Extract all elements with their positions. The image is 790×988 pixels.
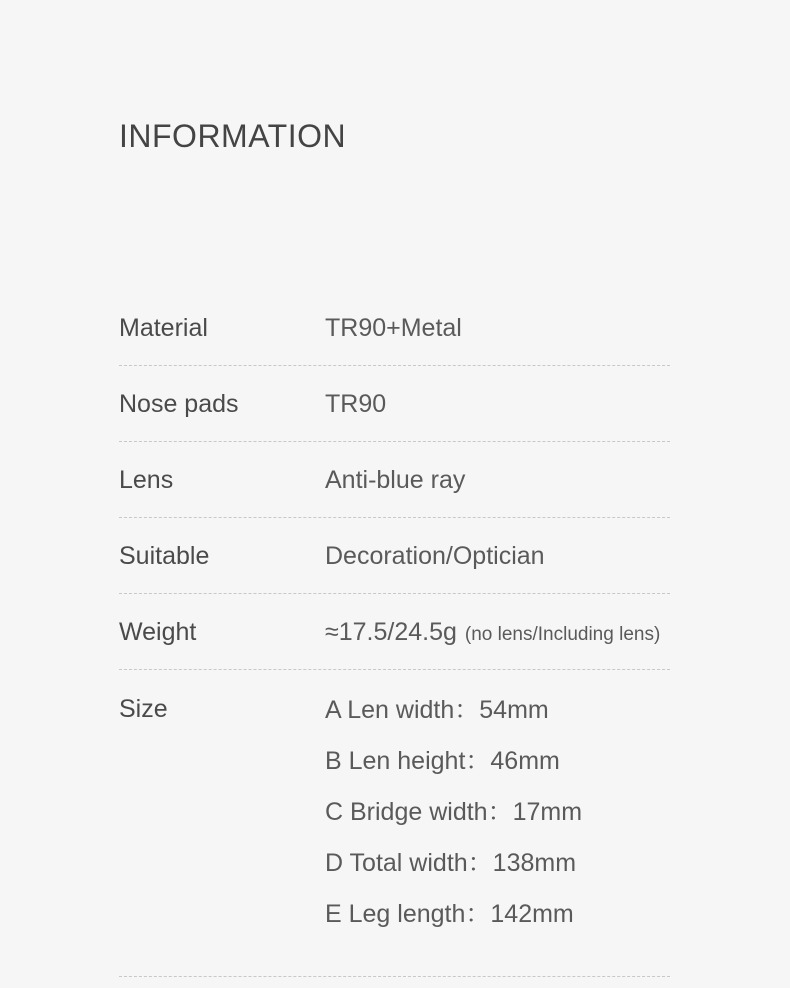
weight-value: ≈17.5/24.5g — [325, 618, 457, 646]
info-row-nose-pads — [119, 366, 670, 442]
row-value: Decoration/Optician — [325, 542, 545, 570]
info-table — [119, 290, 670, 977]
info-row-material — [119, 290, 670, 366]
row-label: Material — [119, 314, 208, 342]
row-label: Weight — [119, 618, 197, 646]
size-item: B Len height：46mm — [325, 747, 560, 775]
row-label: Size — [119, 695, 168, 723]
row-value: Anti-blue ray — [325, 466, 466, 494]
weight-note: (no lens/Including lens) — [464, 624, 661, 645]
size-item: E Leg length：142mm — [325, 900, 574, 928]
row-label: Suitable — [119, 542, 210, 570]
page-title: INFORMATION — [119, 118, 347, 154]
row-value — [325, 618, 660, 647]
size-item: C Bridge width：17mm — [325, 798, 583, 826]
row-label: Lens — [119, 466, 174, 494]
info-row-weight — [119, 594, 670, 670]
row-value: TR90 — [325, 390, 387, 418]
info-row-lens — [119, 442, 670, 518]
info-row-suitable — [119, 518, 670, 594]
size-list — [325, 695, 582, 950]
size-item: A Len width：54mm — [325, 696, 549, 724]
row-value: TR90+Metal — [325, 314, 462, 342]
size-item: D Total width：138mm — [325, 849, 577, 877]
info-row-size — [119, 670, 670, 977]
row-label: Nose pads — [119, 390, 239, 418]
